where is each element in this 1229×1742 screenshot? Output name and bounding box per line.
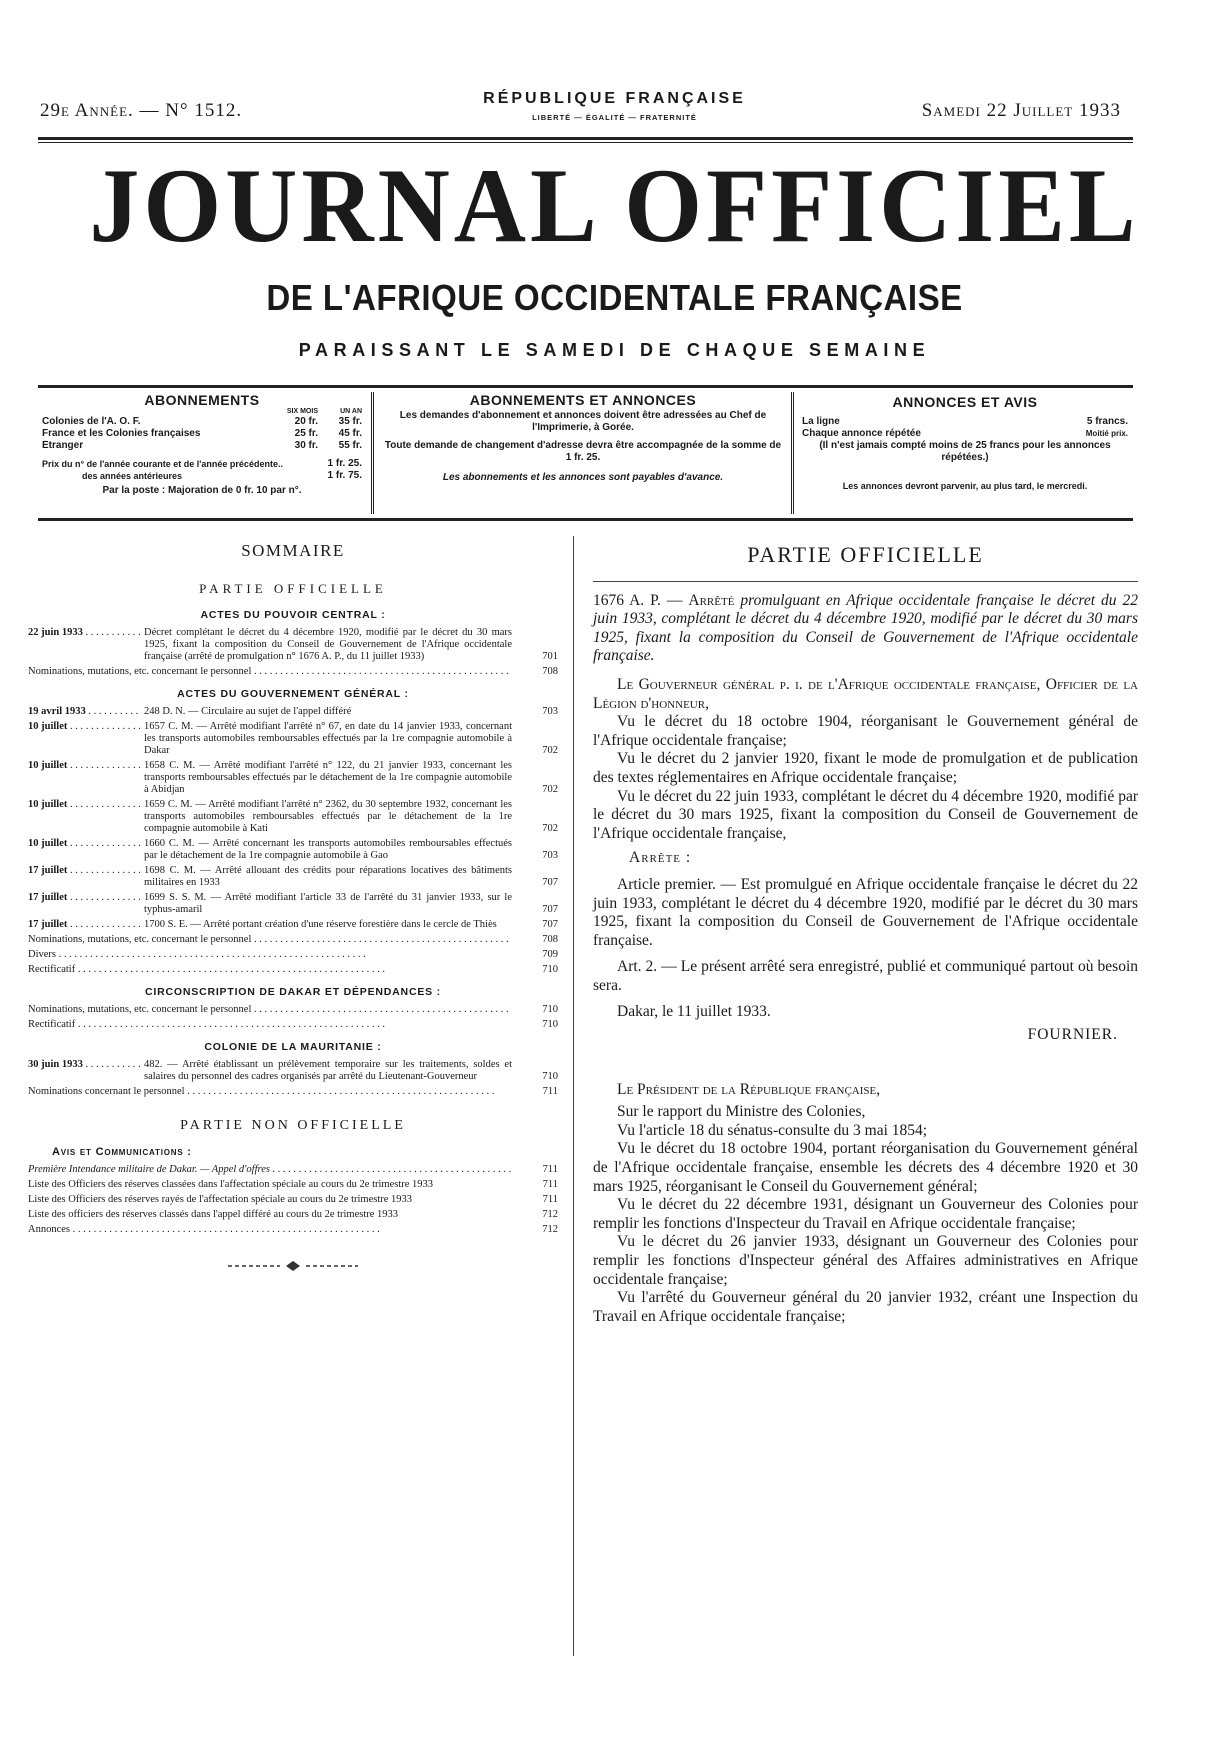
avis-heading: Avis et Communications : bbox=[52, 1146, 192, 1158]
toc-entry: 19 avril 1933 . . . 248 D. N. — Circulaire au sujet de l'appel différé 703 bbox=[28, 706, 558, 718]
article-2: Art. 2. — Le présent arrêté sera enregistré, publié et communiqué partout où besoin sera. bbox=[593, 958, 1138, 994]
ad-minimum-note: (Il n'est jamais compté moins de 25 francs pour les annonces répétées.) bbox=[819, 440, 1111, 463]
abonnements-box bbox=[42, 394, 362, 497]
toc-entry: Première Intendance militaire de Dakar. — Appel d'offres . . . 711 bbox=[28, 1164, 558, 1176]
ad-deadline-note: Les annonces devront parvenir, au plus tard, le mercredi. bbox=[842, 481, 1088, 491]
issue-date: Samedi 22 Juillet 1933 bbox=[921, 100, 1121, 121]
toc-entry: 17 juillet . . . 1700 S. E. — Arrêté portant création d'une réserve forestière dans le cercle de Thiès 707 bbox=[28, 919, 558, 931]
abonnements-annonces-box bbox=[382, 394, 784, 484]
toc-entry: Nominations, mutations, etc. concernant le personnel . . . 708 bbox=[28, 934, 558, 946]
section-heading: COLONIE DE LA MAURITANIE : bbox=[204, 1041, 382, 1053]
arrete-heading: 1676 A. P. — Arrêté promulguant en Afrique occidentale française le décret du 22 juin 1933, complétant le décret du 4 décembre 1920, modifié par le décret du 30 mars 1925, fixant la composition du Conseil de Gouvernement de l'Afrique occidentale française. bbox=[593, 591, 1139, 665]
vu-clause: Vu le décret du 2 janvier 1920, fixant le mode de promulgation et de publication des textes réglementaires en Afrique occidentale française; bbox=[593, 750, 1138, 786]
governor-preamble: Le Gouverneur général p. i. de l'Afrique occidentale française, Officier de la Légion d'honneur, bbox=[593, 675, 1138, 712]
header-rule-thin bbox=[38, 142, 1133, 143]
place-date: Dakar, le 11 juillet 1933. bbox=[617, 1003, 771, 1021]
toc-entry: Divers . . . 709 bbox=[28, 949, 558, 961]
toc-entry: 17 juillet . . . 1699 S. S. M. — Arrêté modifiant l'article 33 de l'arrêté du 31 janvier 1933, sur le typhus-amaril 707 bbox=[28, 892, 558, 916]
title-rule bbox=[593, 581, 1138, 582]
section-heading: CIRCONSCRIPTION DE DAKAR ET DÉPENDANCES : bbox=[145, 986, 441, 998]
publication-frequency: PARAISSANT LE SAMEDI DE CHAQUE SEMAINE bbox=[298, 340, 931, 360]
vu-clause: Vu le décret du 22 juin 1933, complétant le décret du 4 décembre 1920, modifié par le décret du 30 mars 1925, fixant la composition du Conseil de Gouvernement de l'Afrique occidentale française, bbox=[593, 787, 1138, 842]
decree-clause: Vu l'arrêté du Gouverneur général du 20 janvier 1932, créant une Inspection du Travail en Afrique occidentale française; bbox=[593, 1289, 1138, 1325]
abonnement-row: Étranger 30 fr. 55 fr. bbox=[42, 440, 362, 451]
president-preamble: Le Président de la République française, bbox=[617, 1080, 881, 1098]
toc-entry: Liste des officiers des réserves classés dans l'appel différé au cours du 2e trimestre 1933 712 bbox=[28, 1209, 558, 1220]
toc-entry: Rectificatif . . . 710 bbox=[28, 964, 558, 976]
toc-entry: Nominations, mutations, etc. concernant le personnel . . . 708 bbox=[28, 666, 558, 678]
ornament-divider bbox=[28, 1260, 558, 1274]
annonces-box bbox=[802, 394, 1128, 492]
sommaire-partie-officielle: PARTIE OFFICIELLE bbox=[199, 581, 387, 596]
partie-officielle-title: PARTIE OFFICIELLE bbox=[747, 542, 984, 567]
toc-entry: Annonces . . . 712 bbox=[28, 1224, 558, 1236]
postage-note: Par la poste : Majoration de 0 fr. 10 par n°. bbox=[102, 485, 302, 496]
ad-price-line: La ligne 5 francs. bbox=[802, 416, 1128, 427]
section-heading: ACTES DU GOUVERNEMENT GÉNÉRAL : bbox=[177, 688, 409, 700]
toc-entry: Nominations, mutations, etc. concernant le personnel . . . 710 bbox=[28, 1004, 558, 1016]
change-address-note: Toute demande de changement d'adresse devra être accompagnée de la somme de 1 fr. 25. bbox=[384, 440, 782, 463]
decree-clause: Vu le décret du 22 décembre 1931, désignant un Gouverneur des Colonies pour remplir les fonctions d'Inspecteur du Travail en Afrique occidentale française; bbox=[593, 1196, 1138, 1232]
box-divider bbox=[371, 392, 374, 514]
vu-clause: Vu le décret du 18 octobre 1904, réorganisant le Gouvernement général de l'Afrique occidentale française; bbox=[593, 713, 1138, 749]
abonnements-annonces-title: ABONNEMENTS ET ANNONCES bbox=[469, 392, 697, 408]
column-divider bbox=[573, 536, 574, 1656]
sommaire-column bbox=[28, 541, 558, 1274]
abonnements-title: ABONNEMENTS bbox=[144, 392, 260, 408]
signature: FOURNIER. bbox=[1027, 1026, 1118, 1044]
toc-entry: 10 juillet . . . 1658 C. M. — Arrêté modifiant l'arrêté n° 122, du 21 janvier 1933, concernant les transports remboursables effectués par le détachement de la 1re compagnie automobile à Abidjan 702 bbox=[28, 760, 558, 796]
toc-entry: Liste des Officiers des réserves rayés de l'affectation spéciale au cours du 2e trimestre 1933 711 bbox=[28, 1194, 558, 1205]
toc-entry: Nominations concernant le personnel . . . 711 bbox=[28, 1086, 558, 1098]
subscription-box-row bbox=[38, 385, 1133, 521]
abonnement-row: France et les Colonies françaises 25 fr. 45 fr. bbox=[42, 428, 362, 439]
republic-motto: LIBERTÉ — ÉGALITÉ — FRATERNITÉ bbox=[532, 113, 697, 122]
section-heading: ACTES DU POUVOIR CENTRAL : bbox=[200, 609, 386, 621]
decree-clause: Vu le décret du 26 janvier 1933, désignant un Gouverneur des Colonies pour remplir les fonctions d'Inspecteur général des Affaires administratives en Afrique occidentale française; bbox=[593, 1233, 1138, 1288]
price-old: des années antérieures 1 fr. 75. bbox=[82, 470, 362, 481]
decree-clause: Vu le décret du 18 octobre 1904, portant réorganisation du Gouvernement général de l'Afrique occidentale française, ensemble les décrets des 4 décembre 1920 et 30 mars 1925, réorganisant le Conseil du Gouvernement général; bbox=[593, 1140, 1138, 1195]
box-divider bbox=[791, 392, 794, 514]
partie-officielle-column bbox=[593, 542, 1139, 1326]
ad-price-repeat: Chaque annonce répétée Moitié prix. bbox=[802, 428, 1128, 439]
toc-entry: 17 juillet . . . 1698 C. M. — Arrêté allouant des crédits pour réparations locatives des bâtiments militaires en 1933 707 bbox=[28, 865, 558, 889]
toc-entry: Rectificatif . . . 710 bbox=[28, 1019, 558, 1031]
issue-number: 29e Année. — N° 1512. bbox=[40, 100, 243, 121]
toc-entry: 10 juillet . . . 1660 C. M. — Arrêté concernant les transports automobiles remboursables effectués par le détachement de la 1re compagnie automobile à Gao 703 bbox=[28, 838, 558, 862]
article-1: Article premier. — Est promulgué en Afrique occidentale française le décret du 22 juin 1933, complétant le décret du 4 décembre 1920, modifié par le décret du 30 mars 1925, fixant la composition du Conseil de Gouvernement de l'Afrique occidentale française. bbox=[593, 875, 1138, 949]
address-note: Les demandes d'abonnement et annonces doivent être adressées au Chef de l'Imprimerie, à Gorée. bbox=[399, 410, 767, 433]
toc-entry: 10 juillet . . . 1659 C. M. — Arrêté modifiant l'arrêté n° 2362, du 30 septembre 1932, concernant les transports automobiles remboursables effectués par le détachement de la 1re compagnie automobile à Kati 702 bbox=[28, 799, 558, 835]
toc-entry: 10 juillet . . . 1657 C. M. — Arrêté modifiant l'arrêté n° 67, en date du 14 janvier 1933, concernant les transports automobiles remboursables effectués par la 1re compagnie automobile à Dakar 702 bbox=[28, 721, 558, 757]
ornament-icon bbox=[228, 1260, 358, 1272]
journal-title: JOURNAL OFFICIEL bbox=[89, 146, 1140, 265]
partie-non-officielle-title: PARTIE NON OFFICIELLE bbox=[180, 1118, 406, 1133]
header-rule-thick bbox=[38, 137, 1133, 140]
annonces-title: ANNONCES ET AVIS bbox=[892, 394, 1038, 410]
republic-heading: RÉPUBLIQUE FRANÇAISE bbox=[483, 90, 746, 107]
decree-clause: Vu l'article 18 du sénatus-consulte du 3 mai 1854; bbox=[617, 1121, 928, 1139]
price-current: Prix du n° de l'année courante et de l'année précédente.. 1 fr. 25. bbox=[42, 458, 362, 469]
sommaire-title: SOMMAIRE bbox=[241, 541, 345, 560]
abonnement-row: Colonies de l'A. O. F. 20 fr. 35 fr. bbox=[42, 416, 362, 427]
journal-subtitle: DE L'AFRIQUE OCCIDENTALE FRANÇAISE bbox=[266, 277, 963, 318]
toc-entry: 30 juin 1933 . . . 482. — Arrêté établissant un prélèvement temporaire sur les traitements, soldes et salaires du personnel des cadres organisés par arrêté du Lieutenant-Gouverneur 710 bbox=[28, 1059, 558, 1083]
toc-entry: 22 juin 1933 . . . Décret complétant le décret du 4 décembre 1920, modifié par le décret du 30 mars 1925, fixant la composition du Conseil de Gouvernement de l'Afrique occidentale française (arrêté de promulgation n° 1676 A. P., du 11 juillet 1933) 701 bbox=[28, 627, 558, 663]
decree-clause: Sur le rapport du Ministre des Colonies, bbox=[617, 1103, 866, 1121]
arrete-label: Arrête : bbox=[629, 849, 692, 867]
toc-entry: Liste des Officiers des réserves classées dans l'affectation spéciale au cours du 2e trimestre 1933 711 bbox=[28, 1179, 558, 1190]
payment-note: Les abonnements et les annonces sont payables d'avance. bbox=[442, 472, 724, 483]
abonnements-columns: SIX MOIS UN AN bbox=[286, 408, 362, 415]
